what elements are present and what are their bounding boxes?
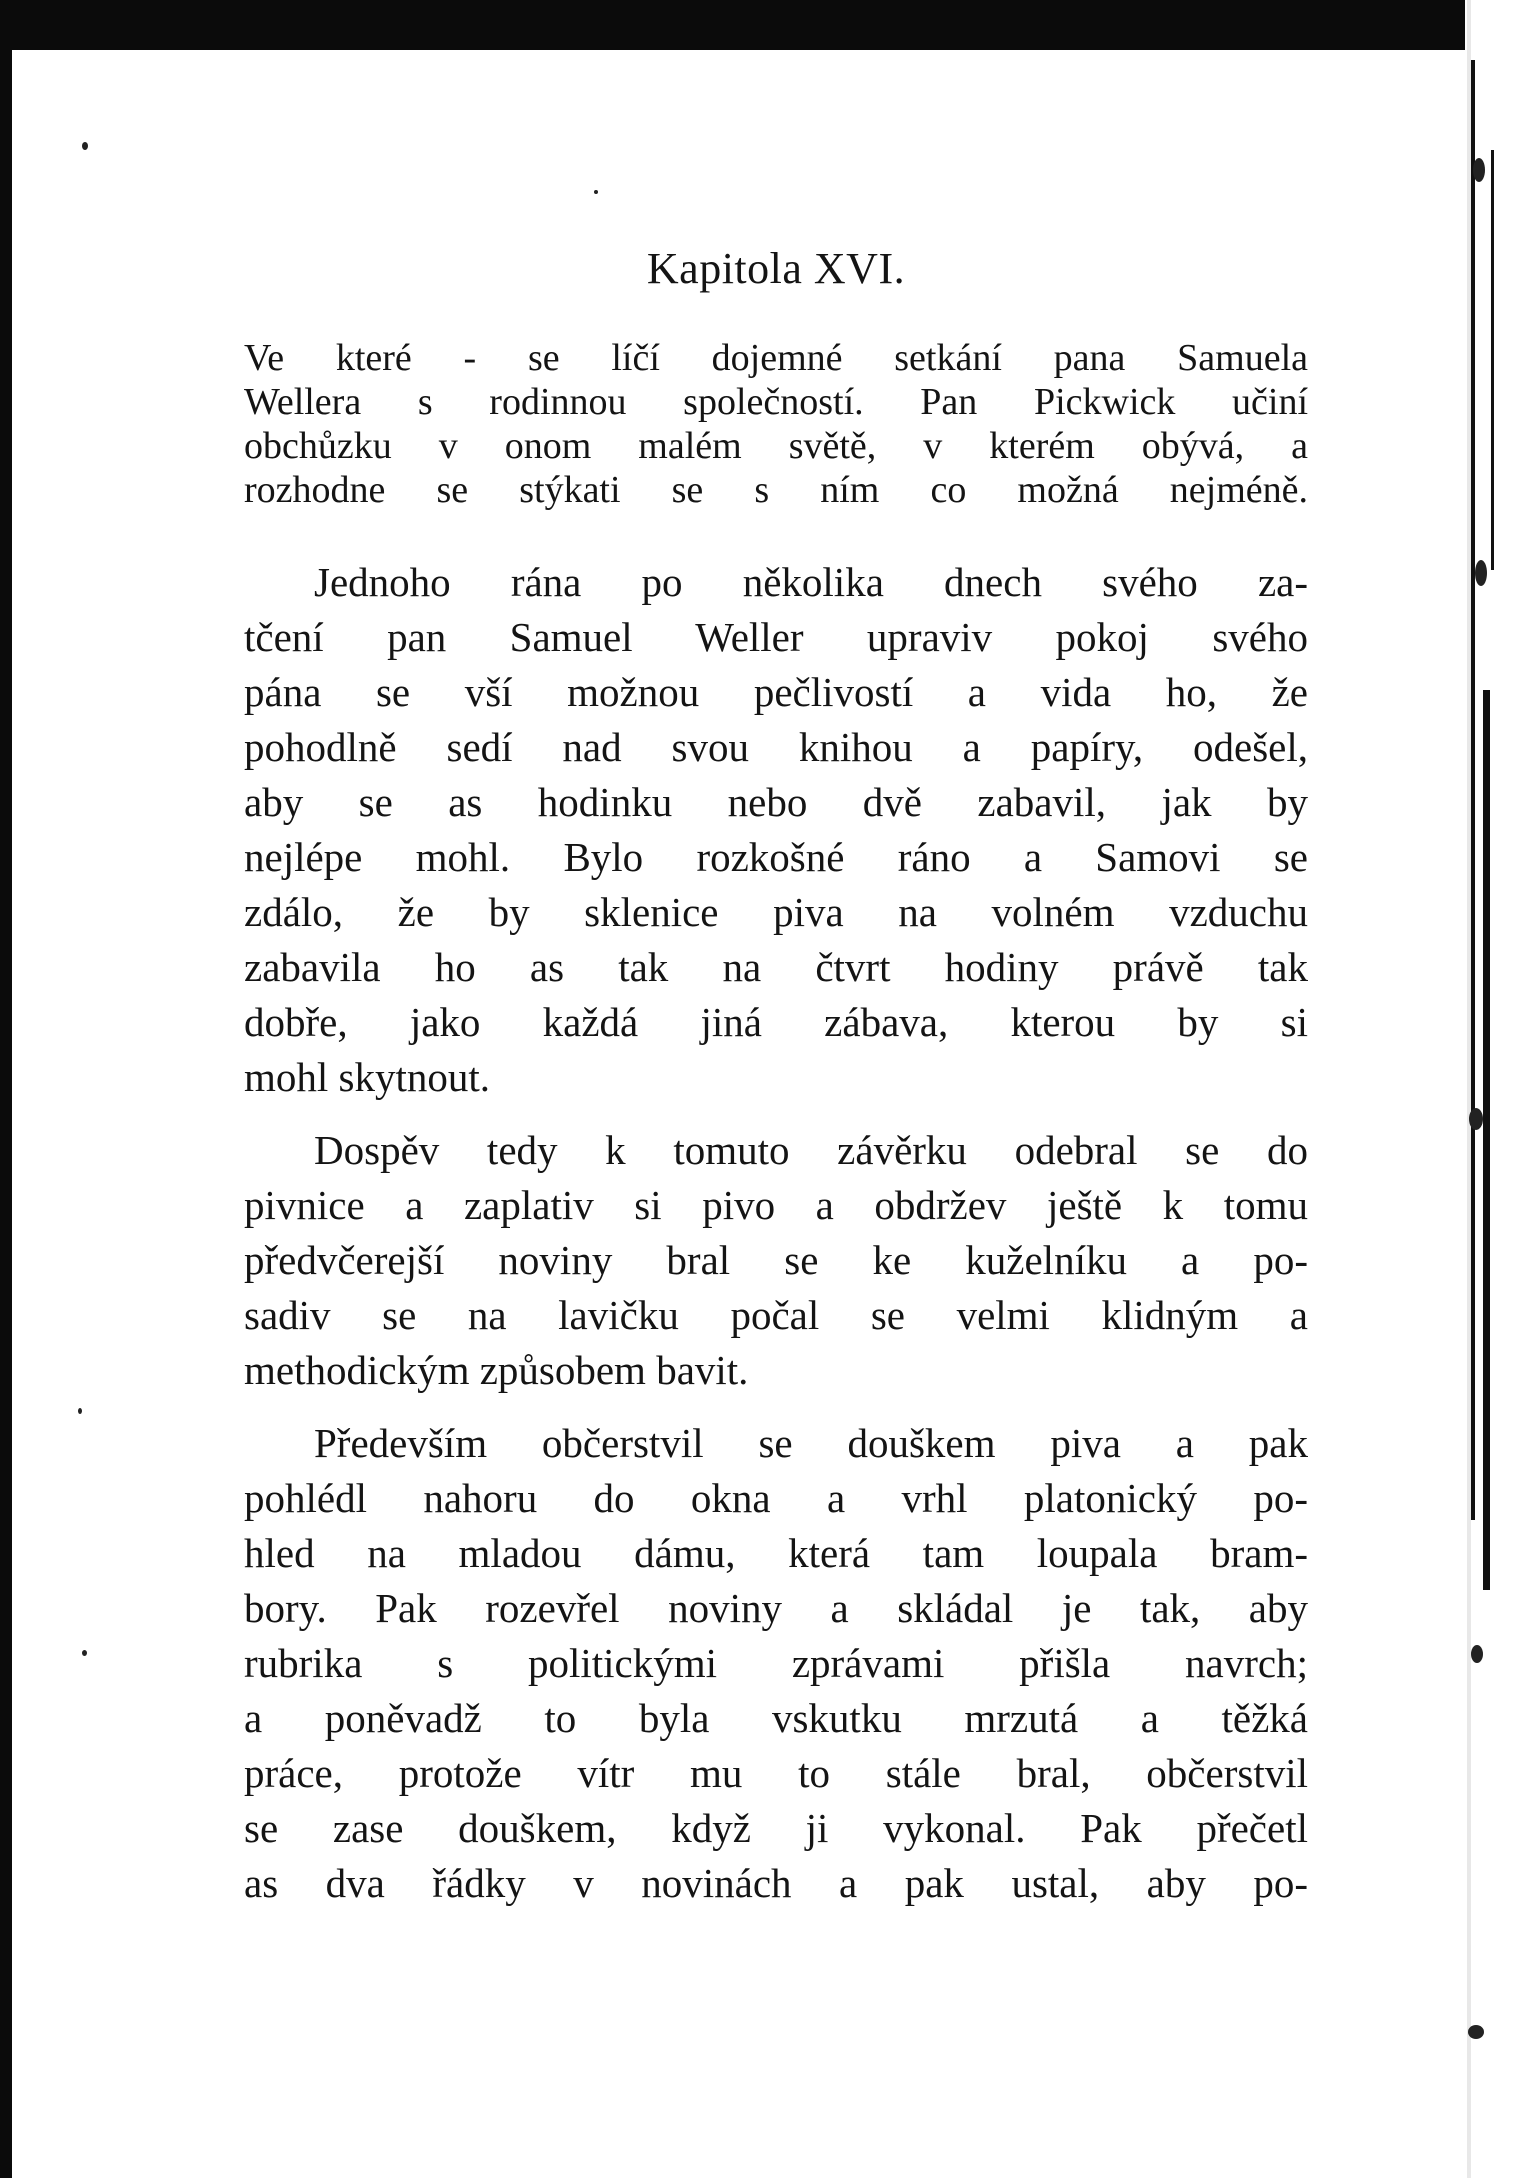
paragraph-line: hled na mladou dámu, která tam loupala bram- [244,1530,1308,1576]
paragraph-line: methodickým způsobem bavit. [244,1347,749,1393]
scan-speck [82,142,88,150]
scan-speck [78,1408,82,1414]
paragraph-line: pivnice a zaplativ si pivo a obdržev ještě k tomu [244,1182,1308,1228]
right-page-edge [1465,0,1523,2178]
paragraph-line: Především občerstvil se douškem piva a pak [314,1420,1308,1466]
edge-binding-line [1471,60,1475,1520]
paragraph-line: aby se as hodinku nebo dvě zabavil, jak by [244,779,1308,825]
edge-binding-line [1483,690,1490,1590]
paragraph-line: sadiv se na lavičku počal se velmi klidným a [244,1292,1308,1338]
paragraph-line: a poněvadž to byla vskutku mrzutá a těžká [244,1695,1308,1741]
edge-mark [1475,560,1487,586]
edge-mark [1469,1108,1483,1130]
edge-mark [1473,158,1485,182]
paragraph-line: bory. Pak rozevřel noviny a skládal je tak, aby [244,1585,1308,1631]
paragraph-line: zdálo, že by sklenice piva na volném vzduchu [244,889,1308,935]
summary-line: rozhodne se stýkati se s ním co možná nejméně. [244,469,1308,511]
edge-binding-line [1491,150,1494,570]
paragraph-line: nejlépe mohl. Bylo rozkošné ráno a Samovi se [244,834,1308,880]
paragraph-line: pána se vší možnou pečlivostí a vida ho, že [244,669,1308,715]
summary-line: Wellera s rodinnou společností. Pan Pickwick učiní [244,381,1308,423]
summary-line: Ve které - se líčí dojemné setkání pana Samuela [244,337,1308,379]
edge-mark [1471,1645,1483,1663]
paragraph-line: Jednoho rána po několika dnech svého za- [314,559,1308,605]
paragraph-line: tčení pan Samuel Weller upraviv pokoj svého [244,614,1308,660]
scanned-page [12,50,1480,2178]
scan-speck [82,1650,87,1656]
paragraph-line: předvčerejší noviny bral se ke kuželníku a po- [244,1237,1308,1283]
paragraph-line: mohl skytnout. [244,1054,491,1100]
summary-line: obchůzku v onom malém světě, v kterém obývá, a [244,425,1308,467]
paragraph-line: pohodlně sedí nad svou knihou a papíry, odešel, [244,724,1308,770]
paragraph-line: se zase douškem, když ji vykonal. Pak přečetl [244,1805,1308,1851]
scan-speck [594,190,598,194]
paragraph-line: as dva řádky v novinách a pak ustal, aby po- [244,1860,1308,1906]
chapter-title: Kapitola XVI. [646,244,906,293]
paragraph-line: pohlédl nahoru do okna a vrhl platonický po- [244,1475,1308,1521]
paragraph-line: zabavila ho as tak na čtvrt hodiny právě tak [244,944,1308,990]
paragraph-line: práce, protože vítr mu to stále bral, občerstvil [244,1750,1308,1796]
paragraph-line: dobře, jako každá jiná zábava, kterou by si [244,999,1308,1045]
edge-mark [1468,2025,1484,2039]
paragraph-line: rubrika s politickými zprávami přišla navrch; [244,1640,1308,1686]
paragraph-line: Dospěv tedy k tomuto závěrku odebral se do [314,1127,1308,1173]
